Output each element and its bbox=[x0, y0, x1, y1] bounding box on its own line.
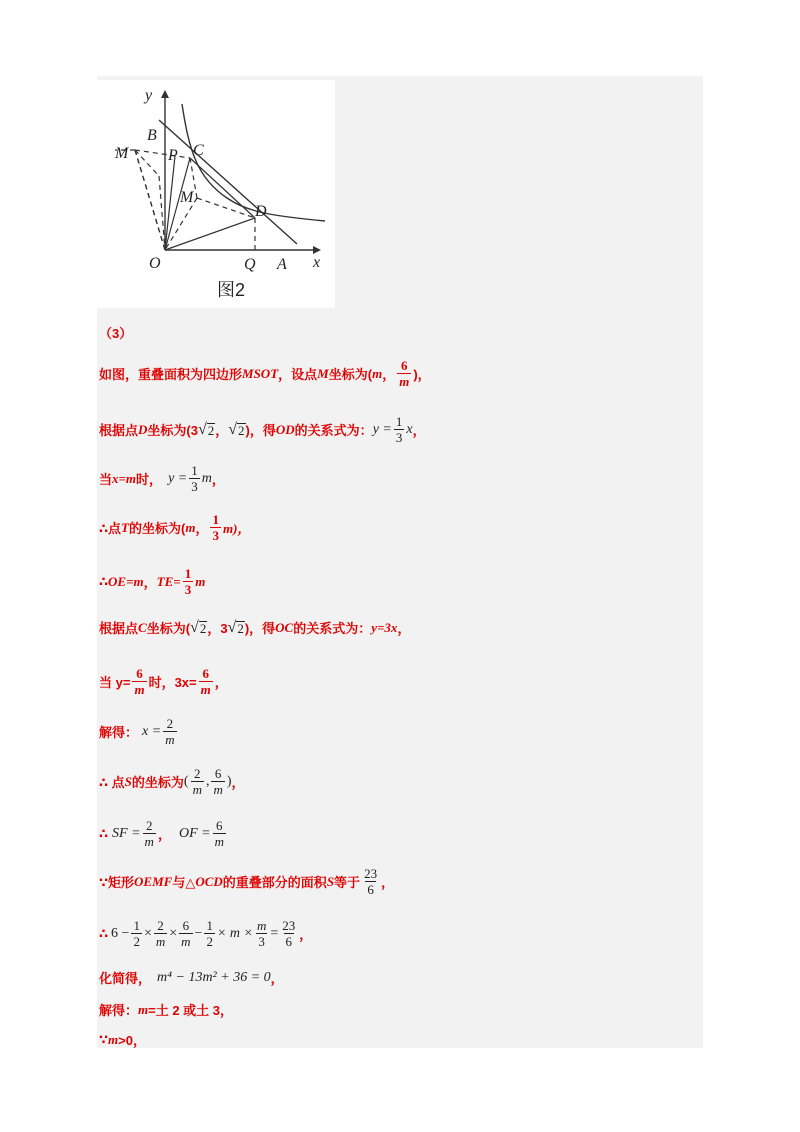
label-m1: M bbox=[115, 145, 129, 162]
hyperbola-curve bbox=[182, 104, 325, 221]
text-line-10: ∴ SF = $\frac{2}{m}$ ， OF = $\frac{6}{m}$ bbox=[99, 818, 224, 849]
text-line-2: 根据点 D 坐标为(3 √ 2 ， √ 2 )，得 OD 的关系式为： y = $\frac{1}{3}$ x ， bbox=[99, 414, 426, 445]
text-line-6: 根据点 C 坐标为( √ 2 ，3 √ 2 )，得 OC 的关系式为： y=3x ， bbox=[99, 618, 411, 636]
text-line-13: 化简得， m⁴ − 13m² + 36 = 0 ， bbox=[99, 969, 284, 986]
dash-mo bbox=[135, 150, 165, 250]
frac-6-m: 6 m bbox=[399, 358, 410, 389]
frac-2-m-c: $\frac{2}{m}$ bbox=[144, 818, 154, 849]
label-b: B bbox=[147, 127, 157, 144]
label-q: Q bbox=[244, 256, 256, 273]
frac-6-m-d: 6 m bbox=[213, 766, 223, 797]
segment-od bbox=[165, 218, 255, 250]
text-line-5: ∴ OE=m ， TE= $\frac{1}{3}$ m bbox=[99, 566, 206, 597]
dash-mc bbox=[135, 150, 190, 158]
figure-svg bbox=[97, 80, 335, 308]
geometry-figure bbox=[97, 80, 335, 308]
line-ab bbox=[159, 120, 297, 244]
label-a: A bbox=[277, 256, 287, 273]
frac-23-6b: $\frac{23}{6}$ bbox=[282, 918, 296, 949]
frac-1-2b: $\frac{1}{2}$ bbox=[206, 918, 213, 949]
frac-6-m-b: $\frac{6}{m}$ bbox=[134, 666, 145, 697]
frac-2-m-b: 2 m bbox=[192, 766, 202, 797]
text-line-11: ∵矩形 OEMF 与△ OCD 的重叠部分的面积 S 等于 23 6 ， bbox=[99, 866, 395, 897]
label-o: O bbox=[149, 255, 161, 272]
figure-caption: 图2 bbox=[217, 280, 246, 300]
sqrt-2b: √ 2 bbox=[228, 420, 245, 438]
text-line-1: 如图，重叠面积为四边形 MSOT ，设点 M 坐标为( m ， 6 m )， bbox=[99, 358, 431, 389]
frac-m-3: $\frac{m}{3}$ bbox=[256, 918, 267, 949]
dash-mo3 bbox=[135, 150, 165, 250]
text-line-9: ∴ 点 S 的坐标为 ( 2 m , 6 m ) ， bbox=[99, 766, 245, 797]
frac-6-m-c: $\frac{6}{m}$ bbox=[200, 666, 211, 697]
frac-2-m-d: $\frac{2}{m}$ bbox=[155, 918, 166, 949]
frac-1-3c: 1 3 bbox=[212, 512, 219, 543]
frac-1-3b: $\frac{1}{3}$ bbox=[191, 463, 198, 494]
frac-6-m-f: $\frac{6}{m}$ bbox=[181, 918, 191, 949]
sqrt-2d: √ 2 bbox=[227, 618, 244, 636]
frac-1-2: $\frac{1}{2}$ bbox=[133, 918, 140, 949]
frac-2-m: $\frac{2}{m}$ bbox=[165, 716, 175, 747]
label-p: P bbox=[168, 147, 178, 164]
y-axis-arrow bbox=[161, 90, 169, 98]
frac-1-3d: $\frac{1}{3}$ bbox=[184, 566, 192, 597]
dash-mo2 bbox=[135, 150, 165, 250]
text-line-8: 解得： x = $\frac{2}{m}$ bbox=[99, 716, 175, 747]
sqrt-2: √ 2 bbox=[197, 420, 215, 438]
frac-1-3: $\frac{1}{3}$ bbox=[395, 414, 403, 445]
text-line-14: 解得： m =土 2 或土 3， bbox=[99, 1001, 234, 1018]
label-y: y bbox=[145, 87, 153, 104]
label-d: D bbox=[255, 203, 267, 220]
text-line-12: ∴ 6 − $\frac{1}{2}$ × $\frac{2}{m}$ × $\frac{6}{m}$ − $\frac{1}{2}$ × m × $\frac{m}{3}$ = $\frac{23}{6}$ ， bbox=[99, 918, 313, 949]
text-line-7: 当 y= $\frac{6}{m}$ 时，3x= $\frac{6}{m}$ ， bbox=[99, 666, 228, 697]
label-x: x bbox=[313, 254, 321, 271]
frac-6-m-e: $\frac{6}{m}$ bbox=[214, 818, 224, 849]
label-c: C bbox=[193, 142, 204, 159]
part-label: （3） bbox=[99, 326, 133, 341]
text-line-15: ∵ m >0， bbox=[99, 1031, 146, 1048]
label-m2: M bbox=[180, 189, 194, 206]
frac-23-6: 23 6 bbox=[364, 866, 378, 897]
x-axis-arrow bbox=[313, 246, 321, 254]
text-line-3: 当 x=m 时， y = $\frac{1}{3}$ m ， bbox=[99, 463, 225, 494]
segment-op bbox=[165, 156, 175, 250]
text-line-4: ∴点 T 的坐标为( m ， 1 3 m)， bbox=[99, 512, 251, 543]
segment-cd bbox=[190, 158, 255, 218]
sqrt-2c: √ 2 bbox=[190, 618, 207, 636]
